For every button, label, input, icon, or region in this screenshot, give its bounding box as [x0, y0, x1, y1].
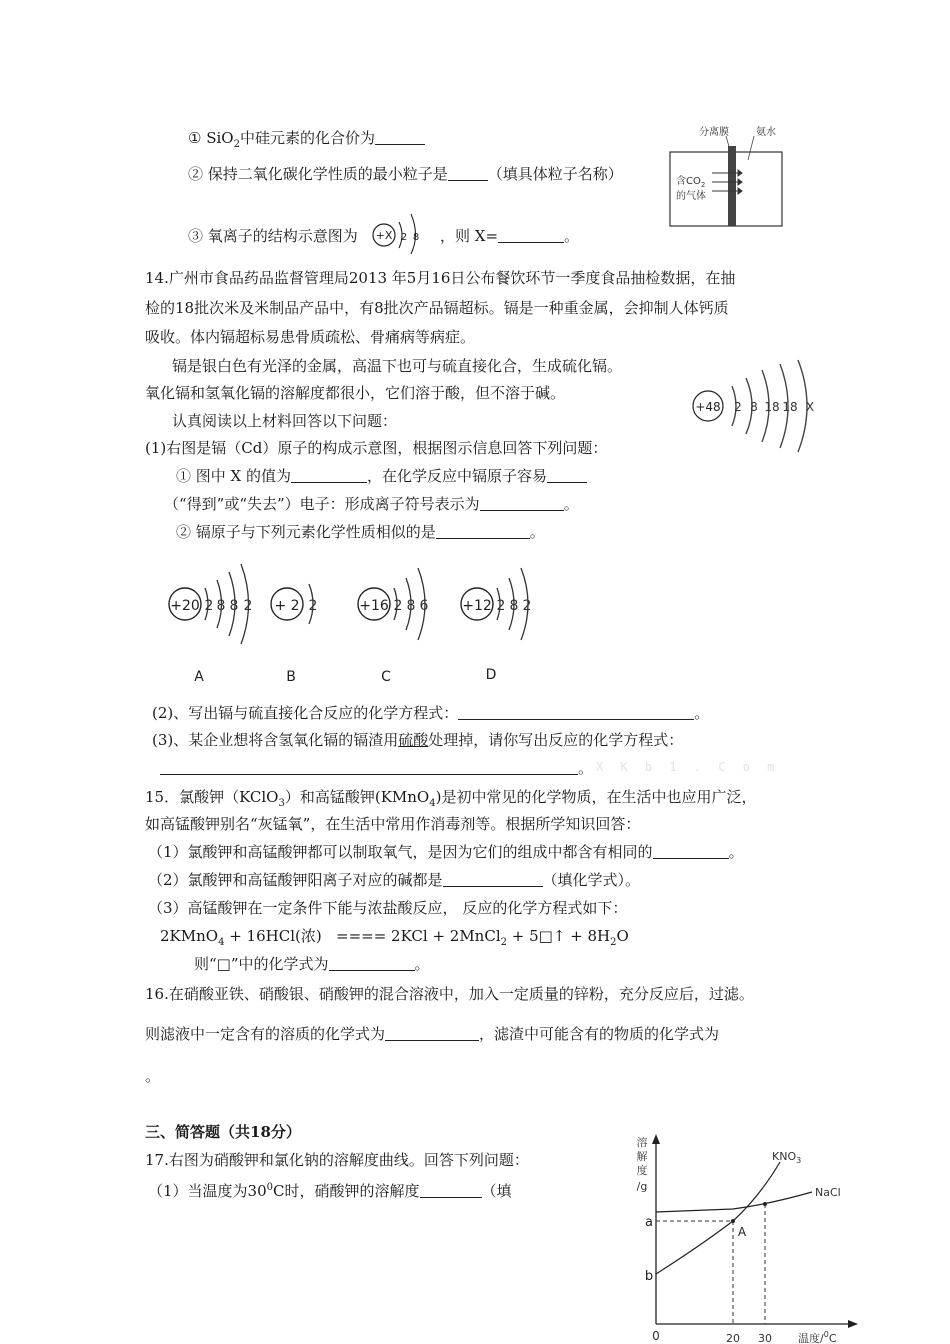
option-b-nucleus: + 2 [274, 598, 300, 614]
option-a-shell-3: 8 [229, 598, 239, 614]
answer-blank[interactable] [653, 842, 729, 859]
answer-blank[interactable] [443, 870, 543, 887]
q16-line2: 则滤液中一定含有的溶质的化学式为 ，滤渣中可能含有的物质的化学式为 [145, 1025, 720, 1043]
q15-line5: （3）高锰酸钾在一定条件下能与浓盐酸反应， 反应的化学方程式如下： [148, 899, 628, 917]
option-b-shell-1: 2 [308, 598, 318, 614]
series-nacl-label: NaCl [815, 1186, 841, 1199]
oxygen-ion-diagram [368, 206, 438, 256]
option-d-shell-3: 2 [522, 598, 532, 614]
tick-20: 20 [726, 1332, 740, 1344]
gas-label-2: 的气体 [676, 191, 706, 202]
q14-line9: （“得到”或“失去”）电子：形成离子符号表示为 。 [164, 495, 579, 513]
answer-blank[interactable] [291, 466, 367, 483]
option-d-shell-1: 2 [496, 598, 506, 614]
answer-blank[interactable] [160, 758, 578, 775]
option-d-label: D [485, 667, 497, 683]
x-axis-arrow [848, 1320, 858, 1328]
option-c-shell-1: 2 [393, 598, 403, 614]
q14-line3: 吸收。体内镉超标易患骨质疏松、骨痛病等病症。 [145, 328, 476, 346]
q14-part3-answer: 。 [160, 758, 593, 778]
cd-shell-4: 18 [782, 400, 798, 414]
option-b-diagram [265, 560, 335, 690]
y-axis-arrow [652, 1134, 660, 1144]
option-c-label: C [381, 669, 391, 685]
option-b-label: B [286, 669, 296, 685]
q14-line1: 14.广州市食品药品监督管理局2013 年5月16日公布餐饮环节一季度食品抽检数据，在抽 [145, 269, 736, 287]
q13-item1: ① SiO$_2$中硅元素的化合价为 [188, 128, 425, 155]
q15-line3: （1）氯酸钾和高锰酸钾都可以制取氧气，是因为它们的组成中都含有相同的 。 [148, 843, 744, 861]
option-a-nucleus: +20 [170, 598, 200, 614]
cadmium-atom-diagram [686, 358, 826, 454]
option-c-shell-3: 6 [419, 598, 429, 614]
value-b-label: b [644, 1269, 654, 1284]
q14-line7: (1)右图是镉（Cd）原子的构成示意图，根据图示信息回答下列问题： [145, 439, 608, 457]
q15-line1: 15．氯酸钾（KClO$_3$）和高锰酸钾(KMnO$_4$)是初中常见的化学物质，在生活中也应用广泛， [145, 788, 757, 809]
answer-blank[interactable] [458, 703, 694, 720]
answer-blank[interactable] [385, 1024, 479, 1041]
answer-blank[interactable] [329, 954, 415, 971]
q14-line6: 认真阅读以上材料回答以下问题： [172, 412, 398, 430]
y-label-1: 溶 [636, 1136, 648, 1149]
option-a-shell-1: 2 [204, 598, 214, 614]
q17-line2: （1）当温度为$30^0C$时，硝酸钾的溶解度 （填 [148, 1182, 512, 1200]
q15-equation: 2KMnO$_4$ + 16HCl(浓) ==== 2KCl + 2MnCl$_2$ + 5□↑ + $8H_2O$ [160, 927, 629, 948]
answer-blank[interactable] [498, 226, 564, 243]
q14-part2: (2)、写出镉与硫直接化合反应的化学方程式： 。 [152, 704, 710, 722]
section-title: 三、简答题（共18分） [145, 1123, 301, 1141]
point-A-label: A [737, 1225, 747, 1239]
series-kno3-label: $KNO_3$ [772, 1150, 802, 1165]
option-a-shell-4: 2 [243, 598, 253, 614]
q16-line1: 16.在硝酸亚铁、硝酸银、硝酸钾的混合溶液中，加入一定质量的锌粉，充分反应后，过滤。 [145, 985, 754, 1003]
point-30 [763, 1202, 767, 1206]
q15-line7: 则“□”中的化学式为 。 [194, 955, 430, 973]
q13-item3-tail: ，则 X= 。 [440, 227, 580, 245]
option-a-label: A [194, 669, 204, 685]
tick-30: 30 [758, 1332, 772, 1344]
option-d-nucleus: +12 [462, 598, 492, 614]
option-c-nucleus: +16 [359, 598, 389, 614]
q15-line2: 如高锰酸钾别名“灰锰氧”，在生活中常用作消毒剂等。根据所学知识回答： [145, 815, 641, 833]
q14-part3: (3)、某企业想将含氢氧化镉的镉渣用硫酸处理掉，请你写出反应的化学方程式： [152, 731, 684, 749]
cd-shell-5: X [805, 400, 815, 414]
cd-shell-2: 8 [750, 400, 758, 414]
q16-line3: 。 [145, 1067, 161, 1085]
answer-blank[interactable] [547, 466, 587, 483]
q14-line8: ① 图中 X 的值为 ，在化学反应中镉原子容易 [176, 466, 587, 486]
nacl-curve [656, 1192, 812, 1212]
option-a-shell-2: 8 [216, 598, 226, 614]
value-a-label: a [645, 1215, 653, 1230]
ion-nucleus-label: +X [375, 229, 393, 242]
option-d-diagram [455, 560, 545, 690]
q17-line1: 17.右图为硝酸钾和氯化钠的溶解度曲线。回答下列问题： [145, 1151, 529, 1169]
q14-line10: ② 镉原子与下列元素化学性质相似的是 。 [176, 523, 545, 541]
membrane-figure [668, 124, 786, 228]
ammonia-label: 氨水 [756, 127, 776, 138]
answer-blank[interactable] [436, 522, 530, 539]
option-c-shell-2: 8 [406, 598, 416, 614]
origin-label: 0 [652, 1329, 660, 1343]
q13-item3: ③ 氧离子的结构示意图为 [188, 227, 358, 245]
y-label-2: 解 [636, 1150, 648, 1163]
svg-text:含CO2: 含$CO_2$ [676, 176, 706, 189]
answer-blank[interactable] [448, 164, 488, 181]
membrane-label: 分离膜 [699, 127, 729, 138]
option-d-shell-2: 8 [509, 598, 519, 614]
answer-blank[interactable] [375, 128, 425, 145]
y-label-4: /g [636, 1180, 648, 1193]
q14-line4: 镉是银白色有光泽的金属，高温下也可与硫直接化合，生成硫化镉。 [172, 357, 623, 375]
ion-shell-1: 2 [400, 232, 408, 243]
q14-line2: 检的18批次米及米制品产品中，有8批次产品镉超标。镉是一种重金属，会抑制人体钙质 [145, 299, 729, 317]
ion-shell-2: 8 [412, 232, 420, 243]
answer-blank[interactable] [420, 1181, 482, 1198]
answer-blank[interactable] [480, 494, 564, 511]
x-axis-label: 温度/$^0$C [798, 1330, 837, 1344]
point-A [731, 1219, 735, 1223]
q15-line4: （2）氯酸钾和高锰酸钾阳离子对应的碱都是 （填化学式）。 [148, 871, 641, 889]
q14-line5: 氧化镉和氢氧化镉的溶解度都很小，它们溶于酸，但不溶于碱。 [145, 384, 566, 402]
solubility-chart [620, 1130, 882, 1344]
gas-label: 含CO [676, 176, 701, 187]
option-a-diagram [163, 560, 263, 690]
cd-shell-3: 18 [764, 400, 780, 414]
option-c-diagram [352, 560, 442, 690]
cd-nucleus-label: +48 [695, 400, 721, 414]
q13-item2: ② 保持二氧化碳化学性质的最小粒子是 （填具体粒子名称） [188, 165, 623, 183]
cd-shell-1: 2 [734, 400, 742, 414]
y-label-3: 度 [636, 1164, 648, 1177]
watermark: X K b 1 . C o m [596, 760, 780, 774]
kno3-curve [656, 1162, 780, 1274]
